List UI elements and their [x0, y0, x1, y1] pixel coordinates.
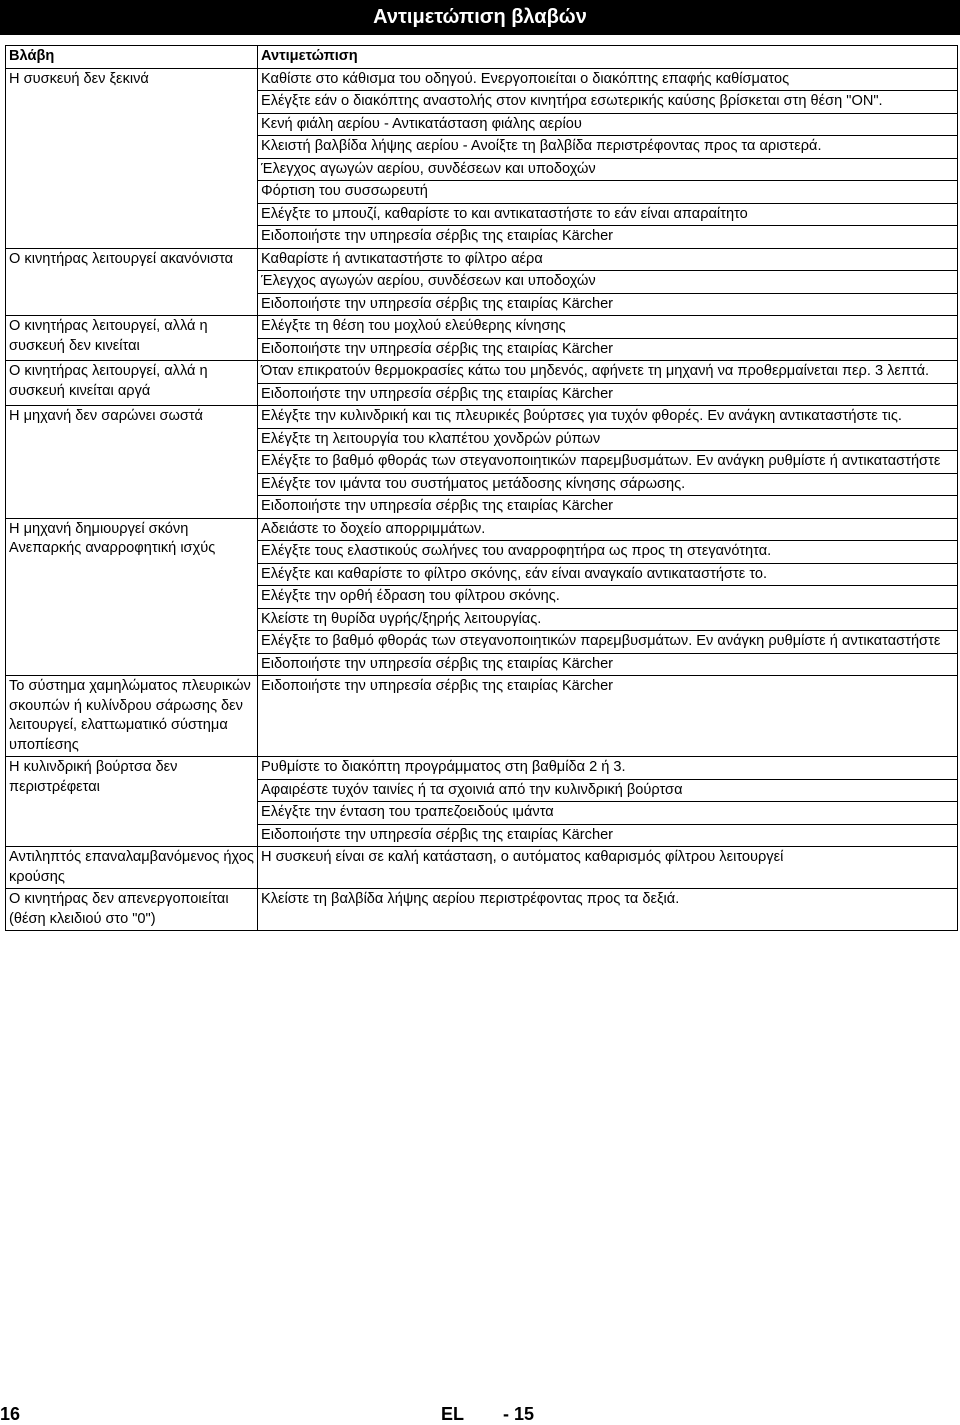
remedy-cell: Ελέγξτε τους ελαστικούς σωλήνες του αναρροφητήρα ως προς τη στεγανότητα. — [258, 541, 958, 564]
fault-cell: Η μηχανή δεν σαρώνει σωστά — [6, 406, 258, 519]
fault-cell: Ο κινητήρας λειτουργεί, αλλά η συσκευή δεν κινείται — [6, 316, 258, 361]
remedy-cell: Ειδοποιήστε την υπηρεσία σέρβις της εταιρίας Kärcher — [258, 653, 958, 676]
remedy-cell: Ελέγξτε τη θέση του μοχλού ελεύθερης κίνησης — [258, 316, 958, 339]
remedy-cell: Κλείστε τη θυρίδα υγρής/ξηρής λειτουργίας. — [258, 608, 958, 631]
remedy-cell: Ελέγξτε και καθαρίστε το φίλτρο σκόνης, εάν είναι αναγκαίο αντικαταστήστε το. — [258, 563, 958, 586]
table-row — [6, 847, 958, 889]
remedy-column-header: Αντιμετώπιση — [258, 46, 958, 69]
table-row — [6, 757, 958, 780]
page-title: Αντιμετώπιση βλαβών — [0, 0, 960, 35]
section-page-number: - 15 — [503, 1404, 535, 1424]
language-code: EL — [441, 1404, 465, 1424]
remedy-cell: Ειδοποιήστε την υπηρεσία σέρβις της εταιρίας Kärcher — [258, 226, 958, 249]
table-row — [6, 248, 958, 271]
remedy-cell: Κενή φιάλη αερίου - Αντικατάσταση φιάλης αερίου — [258, 113, 958, 136]
remedy-cell: Ειδοποιήστε την υπηρεσία σέρβις της εταιρίας Kärcher — [258, 496, 958, 519]
fault-cell: Το σύστημα χαμηλώματος πλευρικών σκουπών ή κυλίνδρου σάρωσης δεν λειτουργεί, ελαττωματικό σύστημα υποπίεσης — [6, 676, 258, 757]
fault-column-header: Βλάβη — [6, 46, 258, 69]
table-row — [6, 406, 958, 429]
remedy-cell: Ελέγξτε την ένταση του τραπεζοειδούς ιμάντα — [258, 802, 958, 825]
troubleshooting-table — [5, 45, 958, 931]
remedy-cell: Φόρτιση του συσσωρευτή — [258, 181, 958, 204]
page-number: 16 — [0, 1404, 21, 1424]
remedy-cell: Αφαιρέστε τυχόν ταινίες ή τα σχοινιά από την κυλινδρική βούρτσα — [258, 779, 958, 802]
fault-cell: Η μηχανή δημιουργεί σκόνη Ανεπαρκής αναρροφητική ισχύς — [6, 518, 258, 676]
fault-cell: Ο κινητήρας λειτουργεί ακανόνιστα — [6, 248, 258, 316]
remedy-cell: Ρυθμίστε το διακόπτη προγράμματος στη βαθμίδα 2 ή 3. — [258, 757, 958, 780]
remedy-cell: Ειδοποιήστε την υπηρεσία σέρβις της εταιρίας Kärcher — [258, 383, 958, 406]
troubleshooting-table-wrapper — [5, 45, 958, 931]
table-row — [6, 361, 958, 384]
table-row — [6, 676, 958, 757]
remedy-cell: Όταν επικρατούν θερμοκρασίες κάτω του μηδενός, αφήνετε τη μηχανή να προθερμαίνεται περ. 3 λεπτά. — [258, 361, 958, 384]
table-row — [6, 889, 958, 931]
page-footer — [0, 1404, 960, 1425]
remedy-cell: Καθαρίστε ή αντικαταστήστε το φίλτρο αέρα — [258, 248, 958, 271]
remedy-cell: Αδειάστε το δοχείο απορριμμάτων. — [258, 518, 958, 541]
remedy-cell: Κλειστή βαλβίδα λήψης αερίου - Ανοίξτε τη βαλβίδα περιστρέφοντας προς τα αριστερά. — [258, 136, 958, 159]
table-row — [6, 518, 958, 541]
remedy-cell: Η συσκευή είναι σε καλή κατάσταση, ο αυτόματος καθαρισμός φίλτρου λειτουργεί — [258, 847, 958, 889]
remedy-cell: Ελέγξτε την ορθή έδραση του φίλτρου σκόνης. — [258, 586, 958, 609]
remedy-cell: Ελέγξτε την κυλινδρική και τις πλευρικές βούρτσες για τυχόν φθορές. Εν ανάγκη αντικαταστήστε τις. — [258, 406, 958, 429]
table-row — [6, 68, 958, 91]
fault-cell: Ο κινητήρας λειτουργεί, αλλά η συσκευή κινείται αργά — [6, 361, 258, 406]
remedy-cell: Καθίστε στο κάθισμα του οδηγού. Ενεργοποιείται ο διακόπτης επαφής καθίσματος — [258, 68, 958, 91]
fault-cell: Η συσκευή δεν ξεκινά — [6, 68, 258, 248]
remedy-cell: Ειδοποιήστε την υπηρεσία σέρβις της εταιρίας Kärcher — [258, 338, 958, 361]
remedy-cell: Έλεγχος αγωγών αερίου, συνδέσεων και υποδοχών — [258, 271, 958, 294]
remedy-cell: Ελέγξτε τον ιμάντα του συστήματος μετάδοσης κίνησης σάρωσης. — [258, 473, 958, 496]
remedy-cell: Ελέγξτε το μπουζί, καθαρίστε το και αντικαταστήστε το εάν είναι απαραίτητο — [258, 203, 958, 226]
remedy-cell: Ελέγξτε τη λειτουργία του κλαπέτου χονδρών ρύπων — [258, 428, 958, 451]
remedy-cell: Ειδοποιήστε την υπηρεσία σέρβις της εταιρίας Kärcher — [258, 676, 958, 757]
table-header-row — [6, 46, 958, 69]
remedy-cell: Κλείστε τη βαλβίδα λήψης αερίου περιστρέφοντας προς τα δεξιά. — [258, 889, 958, 931]
remedy-cell: Ελέγξτε εάν ο διακόπτης αναστολής στον κινητήρα εσωτερικής καύσης βρίσκεται στη θέση "ON". — [258, 91, 958, 114]
remedy-cell: Ειδοποιήστε την υπηρεσία σέρβις της εταιρίας Kärcher — [258, 293, 958, 316]
remedy-cell: Ελέγξτε το βαθμό φθοράς των στεγανοποιητικών παρεμβυσμάτων. Εν ανάγκη ρυθμίστε ή αντικαταστήστε — [258, 631, 958, 654]
fault-cell: Αντιληπτός επαναλαμβανόμενος ήχος κρούσης — [6, 847, 258, 889]
fault-cell: Η κυλινδρική βούρτσα δεν περιστρέφεται — [6, 757, 258, 847]
table-row — [6, 316, 958, 339]
remedy-cell: Έλεγχος αγωγών αερίου, συνδέσεων και υποδοχών — [258, 158, 958, 181]
table-body — [6, 68, 958, 931]
remedy-cell: Ειδοποιήστε την υπηρεσία σέρβις της εταιρίας Kärcher — [258, 824, 958, 847]
remedy-cell: Ελέγξτε το βαθμό φθοράς των στεγανοποιητικών παρεμβυσμάτων. Εν ανάγκη ρυθμίστε ή αντικαταστήστε — [258, 451, 958, 474]
fault-cell: Ο κινητήρας δεν απενεργοποιείται (θέση κλειδιού στο "0") — [6, 889, 258, 931]
